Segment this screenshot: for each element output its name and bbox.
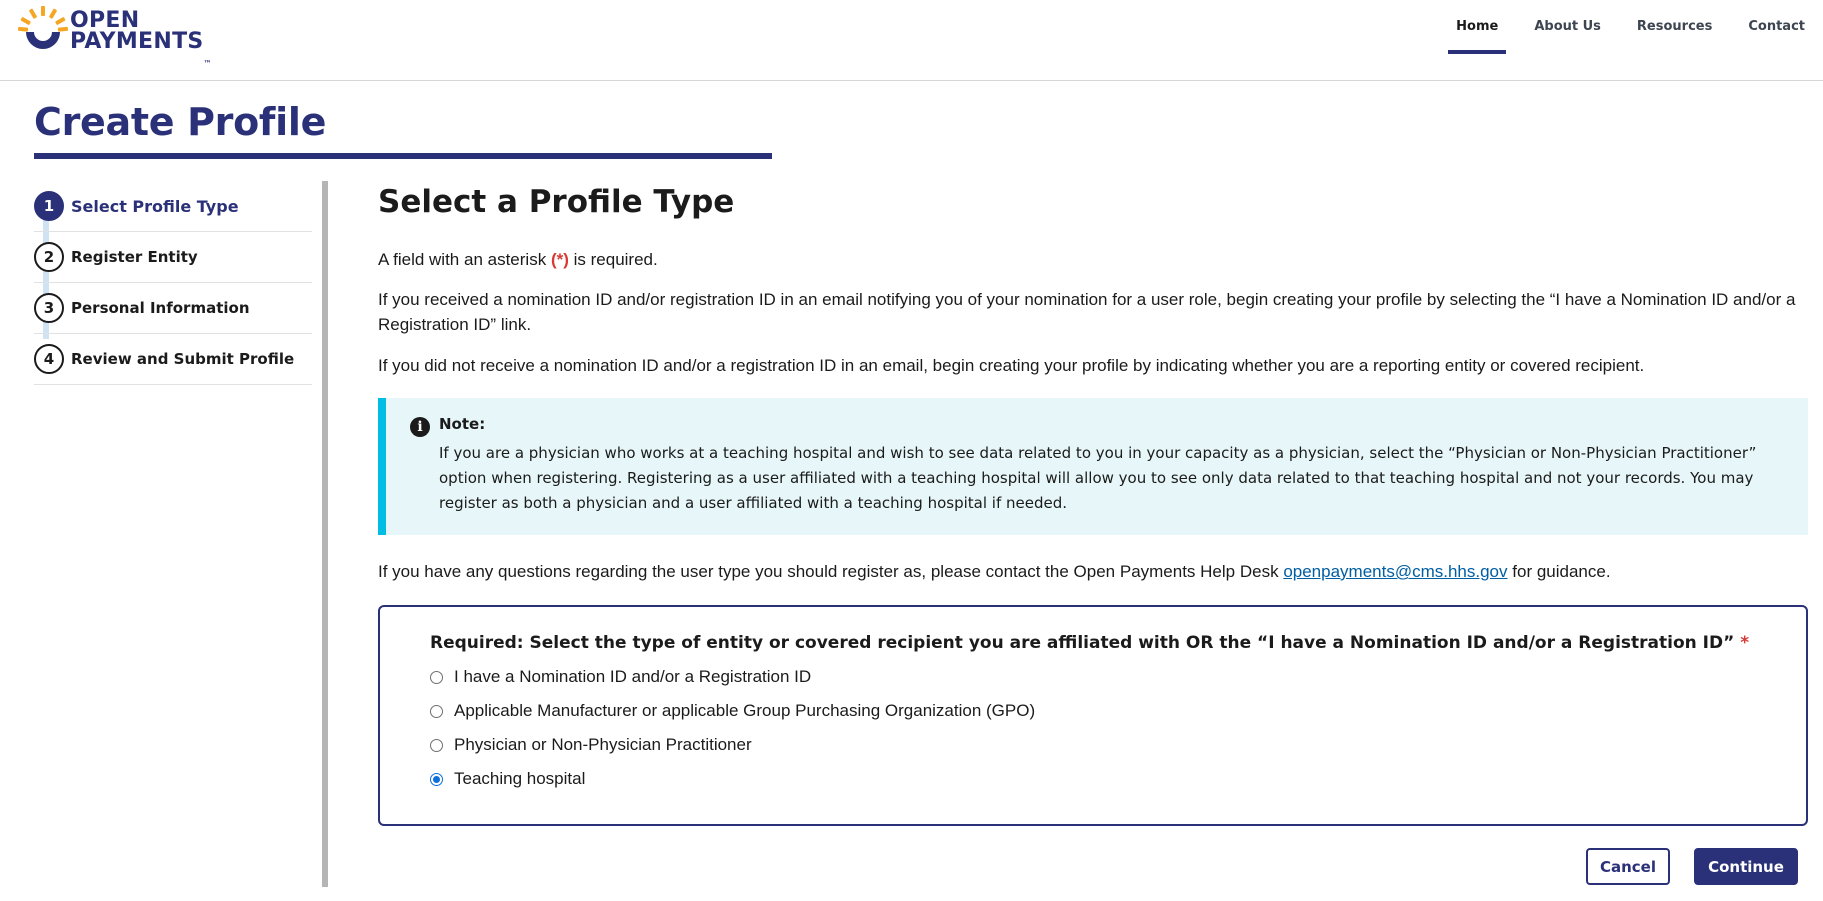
cancel-button[interactable]: Cancel [1586,848,1670,885]
step-number: 1 [34,191,64,221]
required-field-note [378,247,658,272]
nav-about-us[interactable]: About Us [1534,19,1601,34]
page-title: Create Profile [34,100,327,144]
info-icon: i [410,417,430,437]
step-personal-information[interactable] [34,283,312,334]
legend-text: Required: Select the type of entity or covered recipient you are affiliated with OR the “I have a Nomination ID and/or a Registration ID” [430,633,1735,653]
required-asterisk: (*) [550,250,569,269]
step-select-profile-type[interactable] [34,181,312,232]
step-number: 3 [34,293,64,323]
step-number: 4 [34,344,64,374]
help-prefix: If you have any questions regarding the user type you should register as, please contact the Open Payments Help Desk [378,562,1279,581]
step-number: 2 [34,242,64,272]
step-label: Personal Information [71,299,250,317]
fieldset-legend [430,633,1749,653]
main-nav [1438,0,1823,54]
required-note-suffix: is required. [573,250,658,269]
open-payments-logo[interactable] [18,6,218,68]
radio-button[interactable] [430,705,443,718]
step-label: Select Profile Type [71,196,239,216]
main-content [378,181,1808,876]
radio-option-physician[interactable] [430,735,752,755]
help-desk-email-link[interactable]: openpayments@cms.hhs.gov [1283,562,1508,581]
alert-heading: Note: [439,415,486,433]
site-header [0,0,1823,81]
radio-button[interactable] [430,739,443,752]
section-heading: Select a Profile Type [378,184,735,220]
radio-option-nomination-id[interactable] [430,667,811,687]
title-underline [34,153,772,159]
nav-home[interactable]: Home [1438,0,1516,54]
nav-contact[interactable]: Contact [1748,19,1805,34]
radio-label[interactable]: Physician or Non-Physician Practitioner [454,735,752,754]
nomination-instructions: If you received a nomination ID and/or registration ID in an email notifying you of your nomination for a user role, begin creating your profile by selecting the “I have a Nomination ID and/or a Registration ID” link. [378,290,1796,334]
nav-resources[interactable]: Resources [1636,19,1713,34]
radio-option-teaching-hospital[interactable] [430,769,585,789]
sidebar-divider [322,181,328,887]
profile-type-fieldset [378,605,1808,826]
radio-button[interactable] [430,671,443,684]
logo-wordmark: OPEN PAYMENTS™ [70,8,212,68]
continue-button[interactable]: Continue [1694,848,1798,885]
required-asterisk: * [1740,633,1750,653]
radio-label[interactable]: Teaching hospital [454,769,586,788]
help-desk-text [378,559,1611,584]
step-label: Review and Submit Profile [71,350,295,368]
step-label: Register Entity [71,248,198,266]
radio-label[interactable]: Applicable Manufacturer or applicable Group Purchasing Organization (GPO) [454,701,1036,720]
radio-option-manufacturer-gpo[interactable] [430,701,1035,721]
no-nomination-instructions: If you did not receive a nomination ID and/or a registration ID in an email, begin creating your profile by indicating whether you are a reporting entity or covered recipient. [378,356,1645,375]
profile-stepper [34,181,312,385]
step-review-and-submit[interactable] [34,334,312,385]
note-alert [378,398,1808,535]
radio-button-selected[interactable] [430,773,443,786]
radio-label[interactable]: I have a Nomination ID and/or a Registration ID [454,667,812,686]
step-register-entity[interactable] [34,232,312,283]
required-note-prefix: A field with an asterisk [378,250,547,269]
logo-sun-icon [18,6,68,56]
alert-body: If you are a physician who works at a teaching hospital and wish to see data related to you in your capacity as a physician, select the “Physician or Non-Physician Practitioner” option when registering. Registering as a user affiliated with a teaching hospital will allow you to see only data related to that teaching hospital and not your records. You may register as both a physician and a user affiliated with a teaching hospital if needed. [439,444,1757,512]
help-suffix: for guidance. [1512,562,1611,581]
